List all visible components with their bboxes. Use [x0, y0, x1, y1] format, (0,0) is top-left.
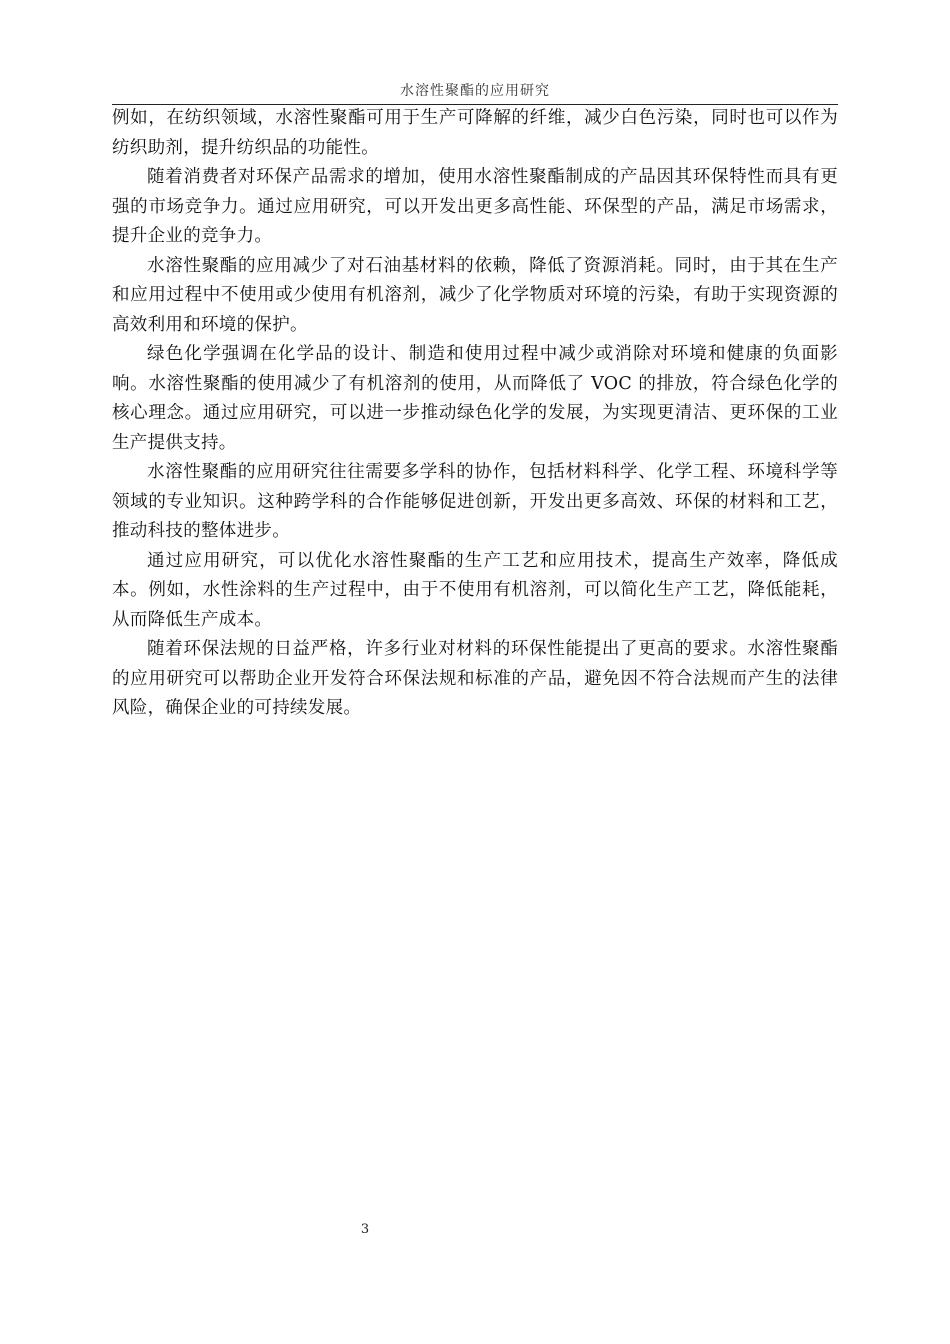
header-title: 水溶性聚酯的应用研究	[400, 83, 550, 99]
paragraph-cost-reduction: 通过应用研究，可以优化水溶性聚酯的生产工艺和应用技术，提高生产效率，降低成本。例如，水性涂料的生产过程中，由于不使用有机溶剂，可以简化生产工艺，降低能耗，从而降低生产成本。	[112, 550, 838, 630]
paragraph-green-chemistry: 绿色化学强调在化学品的设计、制造和使用过程中减少或消除对环境和健康的负面影响。水溶性聚酯的使用减少了有机溶剂的使用，从而降低了 VOC 的排放，符合绿色化学的核心理念。通过应用研究，可以进一步推动绿色化学的发展，为实现更清洁、更环保的工业生产提供支持。	[112, 344, 838, 453]
paragraph-market-competitiveness: 随着消费者对环保产品需求的增加，使用水溶性聚酯制成的产品因其环保特性而具有更强的市场竞争力。通过应用研究，可以开发出更多高性能、环保型的产品，满足市场需求，提升企业的竞争力。	[112, 167, 838, 246]
document-body	[112, 104, 838, 724]
paragraph-textile-example: 例如，在纺织领域，水溶性聚酯可用于生产可降解的纤维，减少白色污染，同时也可以作为纺织助剂，提升纺织品的功能性。	[112, 108, 838, 158]
paragraph-resource-efficiency: 水溶性聚酯的应用减少了对石油基材料的依赖，降低了资源消耗。同时，由于其在生产和应用过程中不使用或少使用有机溶剂，减少了化学物质对环境的污染，有助于实现资源的高效利用和环境的保护。	[112, 255, 838, 335]
paragraph-regulations: 随着环保法规的日益严格，许多行业对材料的环保性能提出了更高的要求。水溶性聚酯的应用研究可以帮助企业开发符合环保法规和标准的产品，避免因不符合法规而产生的法律风险，确保企业的可持续发展。	[112, 639, 838, 718]
page-header	[112, 74, 838, 105]
page-number: 3	[360, 1222, 370, 1237]
paragraph-interdisciplinary: 水溶性聚酯的应用研究往往需要多学科的协作，包括材料科学、化学工程、环境科学等领域的专业知识。这种跨学科的合作能够促进创新，开发出更多高效、环保的材料和工艺，推动科技的整体进步。	[112, 462, 838, 541]
